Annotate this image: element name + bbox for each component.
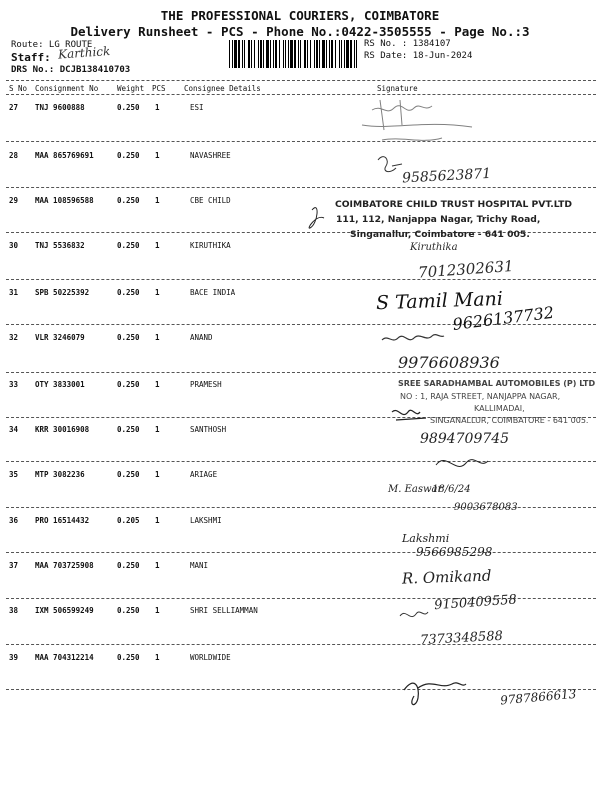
row-divider	[6, 689, 596, 690]
col-consignment: Consignment No	[35, 84, 99, 93]
handwritten-name: S Tamil Mani	[375, 287, 504, 315]
row-sno: 38	[9, 606, 19, 615]
barcode-bar	[273, 40, 274, 68]
row-sno: 28	[9, 151, 19, 160]
stamp-line: 111, 112, Nanjappa Nagar, Trichy Road,	[336, 214, 541, 225]
barcode-bar	[307, 40, 308, 68]
row-consignment: PRO 16514432	[35, 516, 90, 525]
barcode-bar	[232, 40, 233, 68]
hospital-stamp	[335, 199, 572, 240]
handwritten-phone: 7373348588	[419, 628, 504, 649]
handwritten-name: R. Omikand	[401, 566, 492, 588]
row-pcs: 1	[155, 241, 160, 250]
runsheet-title: Delivery Runsheet - PCS - Phone No.:0422-3505555 - Page No.:3	[70, 24, 530, 39]
row-divider	[6, 232, 596, 233]
row-divider	[6, 141, 596, 142]
barcode-bar	[344, 40, 345, 68]
handwritten-phone: 9626137732	[451, 302, 555, 334]
row-consignee: ANAND	[190, 333, 213, 342]
row-consignee: CBE CHILD	[190, 196, 231, 205]
row-divider	[6, 372, 596, 373]
barcode-bar	[300, 40, 301, 68]
row-consignment: MAA 704312214	[35, 653, 94, 662]
row-consignee: ESI	[190, 103, 204, 112]
row-consignment: SPB 50225392	[35, 288, 90, 297]
stamp-line: NO : 1, RAJA STREET, NANJAPPA NAGAR,	[400, 392, 561, 401]
row-sno: 33	[9, 380, 19, 389]
row-consignee: BACE INDIA	[190, 288, 236, 297]
row-consignment: MTP 3082236	[35, 470, 85, 479]
col-pcs: PCS	[152, 84, 166, 93]
barcode-bar	[294, 40, 296, 68]
row-pcs: 1	[155, 470, 160, 479]
tamil-signature	[382, 335, 444, 340]
row-weight: 0.250	[117, 653, 140, 662]
scribble-signature	[404, 683, 466, 705]
row-weight: 0.250	[117, 380, 140, 389]
col-consignee: Consignee Details	[184, 84, 261, 93]
company-title: THE PROFESSIONAL COURIERS, COIMBATORE	[160, 8, 440, 23]
barcode-bar	[258, 40, 259, 68]
col-signature: Signature	[377, 84, 418, 93]
stamp-line: COIMBATORE CHILD TRUST HOSPITAL PVT.LTD	[335, 199, 572, 210]
barcode-bar	[254, 40, 255, 68]
handwritten-phone: 9787866613	[499, 686, 577, 708]
barcode-bar	[283, 40, 284, 68]
row-consignee: PRAMESH	[190, 380, 222, 389]
row-divider	[6, 552, 596, 553]
row-divider	[6, 279, 596, 280]
handwritten-phone: 7012302631	[417, 256, 515, 282]
handwritten-phone: 9976608936	[398, 353, 500, 372]
row-divider	[6, 187, 596, 188]
row-weight: 0.250	[117, 196, 140, 205]
row-pcs: 1	[155, 151, 160, 160]
row-pcs: 1	[155, 196, 160, 205]
row-weight: 0.250	[117, 103, 140, 112]
row-sno: 39	[9, 653, 19, 662]
staff-signature	[56, 41, 136, 63]
col-sno: S No	[9, 84, 28, 93]
automobile-signature	[392, 410, 426, 420]
barcode-bar	[263, 40, 264, 68]
barcode-bar	[244, 40, 245, 68]
row-weight: 0.250	[117, 470, 140, 479]
hospital-initial-sign	[309, 208, 324, 229]
row-consignee: MANI	[190, 561, 209, 570]
barcode-bar	[316, 40, 318, 68]
barcode-bar	[260, 40, 262, 68]
barcode-bar	[298, 40, 299, 68]
stamp-line: Singanallur, Coimbatore - 641 005.	[350, 229, 530, 240]
row-sno: 27	[9, 103, 19, 112]
handwritten-name: Kiruthika	[410, 242, 458, 253]
row-weight: 0.250	[117, 151, 140, 160]
row-sno: 30	[9, 241, 19, 250]
row-divider	[6, 507, 596, 508]
stamp-line: SREE SARADHAMBAL AUTOMOBILES (P) LTD	[398, 379, 596, 388]
row-sno: 29	[9, 196, 19, 205]
barcode-bar	[322, 40, 325, 68]
row-weight: 0.250	[117, 561, 140, 570]
barcode-bar	[319, 40, 320, 68]
stamp-line: SINGANALLUR, COIMBATORE - 641 005.	[430, 416, 589, 425]
barcode-bar	[346, 40, 349, 68]
barcode-bar	[242, 40, 243, 68]
row-sno: 37	[9, 561, 19, 570]
row-sno: 34	[9, 425, 19, 434]
barcode-image	[229, 40, 359, 68]
barcode-bar	[314, 40, 315, 68]
row-consignee: SHRI SELLIAMMAN	[190, 606, 258, 615]
row-consignee: NAVASHREE	[190, 151, 231, 160]
route-label: Route: LG ROUTE	[11, 40, 93, 50]
handwritten-phone: 9003678083	[454, 502, 518, 513]
barcode-bar	[329, 40, 330, 68]
row-pcs: 1	[155, 425, 160, 434]
row-consignee: LAKSHMI	[190, 516, 222, 525]
barcode-bar	[290, 40, 293, 68]
barcode-bar	[275, 40, 277, 68]
barcode-bar	[326, 40, 327, 68]
barcode-bar	[248, 40, 250, 68]
row-pcs: 1	[155, 288, 160, 297]
row-sno: 31	[9, 288, 19, 297]
staff-signature-text: Karthick	[57, 44, 111, 62]
row-divider	[6, 461, 596, 462]
scribble-signature	[400, 612, 428, 617]
row-pcs: 1	[155, 653, 160, 662]
barcode-bar	[335, 40, 336, 68]
row-consignee: WORLDWIDE	[190, 653, 231, 662]
handwritten-name: M. Easwar	[388, 484, 443, 495]
row-pcs: 1	[155, 333, 160, 342]
row-consignment: VLR 3246079	[35, 333, 85, 342]
row-consignee: SANTHOSH	[190, 425, 227, 434]
barcode-bar	[229, 40, 230, 68]
rs-date: RS Date: 18-Jun-2024	[364, 51, 473, 61]
barcode-bar	[234, 40, 237, 68]
header-rule-bottom	[6, 94, 596, 95]
barcode-bar	[339, 40, 340, 68]
row-sno: 32	[9, 333, 19, 342]
row-consignment: IXM 506599249	[35, 606, 94, 615]
handwritten-phone: 9150409558	[433, 592, 518, 614]
barcode-bar	[279, 40, 280, 68]
staff-label: Staff:	[11, 51, 51, 64]
rs-number: RS No. : 1384107	[364, 39, 451, 49]
row-pcs: 1	[155, 606, 160, 615]
row-divider	[6, 417, 596, 418]
row-divider	[6, 598, 596, 599]
col-weight: Weight	[117, 84, 145, 93]
signature-row-27	[362, 100, 472, 140]
barcode-bar	[341, 40, 342, 68]
barcode-bar	[350, 40, 352, 68]
handwritten-phone: 9566985298	[416, 545, 493, 559]
row-consignment: MAA 865769691	[35, 151, 94, 160]
barcode-bar	[310, 40, 311, 68]
row-sno: 35	[9, 470, 19, 479]
header-rule-top	[6, 80, 596, 81]
row-consignment: MAA 108596588	[35, 196, 94, 205]
barcode-bar	[354, 40, 355, 68]
row-consignee: ARIAGE	[190, 470, 218, 479]
barcode-bar	[304, 40, 306, 68]
barcode-bar	[285, 40, 286, 68]
row-divider	[6, 644, 596, 645]
row-weight: 0.250	[117, 425, 140, 434]
automobile-stamp	[398, 379, 595, 425]
row-weight: 0.250	[117, 241, 140, 250]
row-pcs: 1	[155, 103, 160, 112]
row-consignee: KIRUTHIKA	[190, 241, 231, 250]
barcode-bar	[288, 40, 289, 68]
handwritten-phone: 9585623871	[401, 165, 492, 187]
barcode-bar	[251, 40, 252, 68]
row-consignment: TNJ 9600888	[35, 103, 85, 112]
barcode-bar	[266, 40, 269, 68]
barcode-bar	[356, 40, 357, 68]
row-pcs: 1	[155, 561, 160, 570]
row-consignment: OTY 3833001	[35, 380, 85, 389]
row-sno: 36	[9, 516, 19, 525]
barcode-bar	[270, 40, 271, 68]
row-consignment: TNJ 5536832	[35, 241, 85, 250]
row-weight: 0.250	[117, 333, 140, 342]
row-divider	[6, 324, 596, 325]
handwritten-phone: 9894709745	[420, 431, 510, 447]
drs-number: DRS No.: DCJB138410703	[11, 65, 131, 75]
row-consignment: MAA 703725908	[35, 561, 94, 570]
barcode-bar	[238, 40, 240, 68]
row-weight: 0.250	[117, 288, 140, 297]
row-weight: 0.250	[117, 606, 140, 615]
handwritten-name: Lakshmi	[402, 532, 450, 545]
row-weight: 0.205	[117, 516, 140, 525]
barcode-bar	[331, 40, 333, 68]
row-pcs: 1	[155, 516, 160, 525]
row-pcs: 1	[155, 380, 160, 389]
row-consignment: KRR 30016908	[35, 425, 90, 434]
handwritten-date: 18/6/24	[432, 484, 471, 495]
signature-row-28	[378, 157, 402, 172]
stamp-line: KALLIMADAI,	[474, 404, 525, 413]
